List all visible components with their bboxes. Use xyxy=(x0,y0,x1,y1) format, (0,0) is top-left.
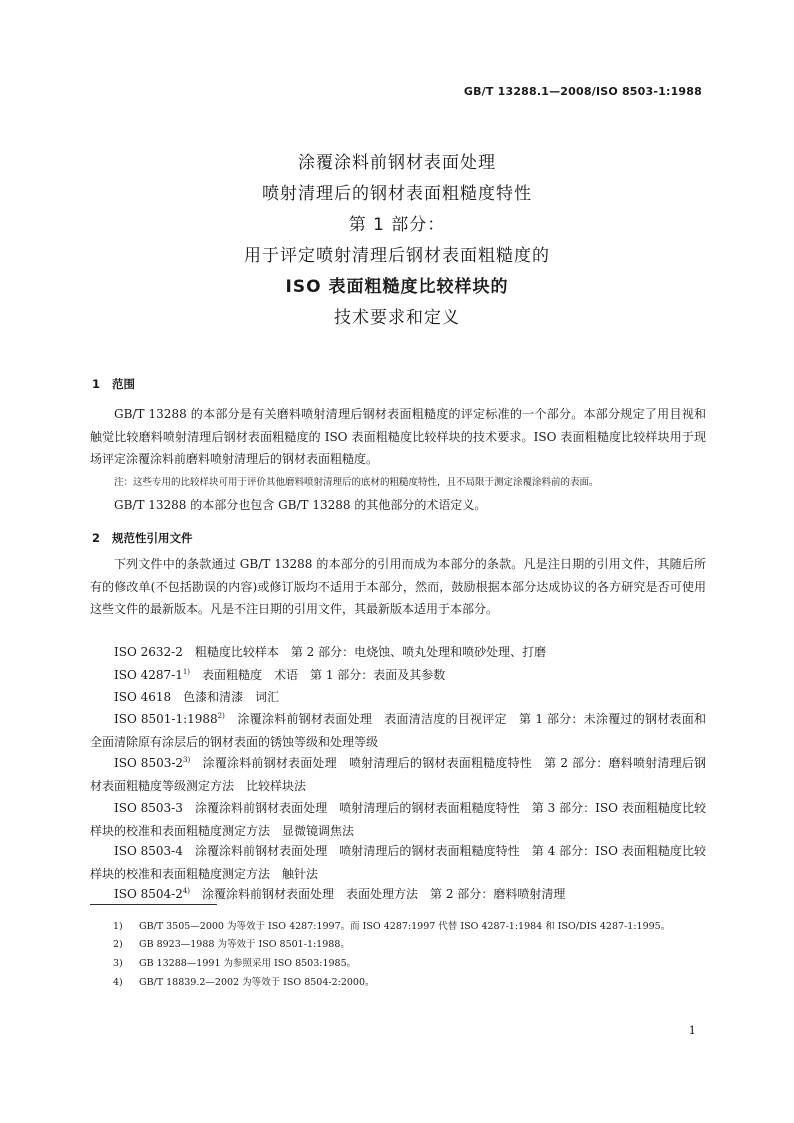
footnote xyxy=(113,956,356,972)
section-title: 规范性引用文件 xyxy=(112,531,193,545)
section-2-intro: 下列文件中的条款通过 GB/T 13288 的本部分的引用而成为本部分的条款。凡是注日期的引用文件，其随后所有的修改单(不包括勘误的内容)或修订版均不适用于本部分，然而，鼓励根据本部分达成协议的各方研究是否可使用这些文件的最新版本。凡是不注日期的引用文件，其最新版本适用于本部分。 xyxy=(90,557,706,616)
reference-text: 涂覆涂料前钢材表面处理 喷射清理后的钢材表面粗糙度特性 第 4 部分：ISO 表面粗糙度比较样块的校准和表面粗糙度测定方法 触针法 xyxy=(90,844,706,881)
section-2-heading xyxy=(92,530,193,546)
reference-code: ISO 2632-2 xyxy=(114,645,183,659)
standard-code: GB/T 13288.1—2008/ISO 8503-1:1988 xyxy=(463,85,702,98)
footnote-divider xyxy=(90,904,217,905)
reference-item xyxy=(90,797,706,842)
title-line: 喷射清理后的钢材表面粗糙度特性 xyxy=(262,184,532,204)
footnote-text: GB/T 18839.2—2002 为等效于 ISO 8504-2:2000。 xyxy=(139,977,375,988)
reference-text: 涂覆涂料前钢材表面处理 表面处理方法 第 2 部分：磨料喷射清理 xyxy=(202,887,566,901)
footnote-text: GB 8923—1988 为等效于 ISO 8501-1:1988。 xyxy=(139,939,350,950)
reference-text: 涂覆涂料前钢材表面处理 喷射清理后的钢材表面粗糙度特性 第 2 部分：磨料喷射清理后钢材表面粗糙度等级测定方法 比较样块法 xyxy=(90,756,706,793)
reference-code: ISO 8501-1:1988 xyxy=(114,712,218,726)
reference-footnote-mark: 3) xyxy=(183,756,191,764)
title-line: 第 1 部分： xyxy=(348,215,446,235)
reference-code: ISO 8503-2 xyxy=(114,756,184,770)
section-number: 2 xyxy=(92,531,101,545)
reference-text: 涂覆涂料前钢材表面处理 表面清洁度的目视评定 第 1 部分：未涂覆过的钢材表面和全面清除原有涂层后的钢材表面的锈蚀等级和处理等级 xyxy=(90,712,706,749)
document-title xyxy=(0,148,794,334)
title-line: 技术要求和定义 xyxy=(334,308,460,328)
reference-footnote-mark: 2) xyxy=(217,712,225,720)
footnote-number: 3) xyxy=(113,958,123,969)
footnote xyxy=(113,919,670,935)
reference-code: ISO 8503-4 xyxy=(114,844,183,858)
reference-item xyxy=(90,641,706,664)
reference-item xyxy=(90,752,706,797)
reference-footnote-mark: 4) xyxy=(182,887,191,895)
reference-code: ISO 4287-1 xyxy=(114,668,183,682)
footnote-text: GB 13288—1991 为参照采用 ISO 8503:1985。 xyxy=(139,958,357,969)
footnote-number: 1) xyxy=(113,921,123,932)
section-1-heading xyxy=(92,376,135,392)
page-number: 1 xyxy=(688,1023,696,1037)
footnote-number: 2) xyxy=(113,939,123,950)
title-line: 涂覆涂料前钢材表面处理 xyxy=(298,153,496,173)
reference-item xyxy=(90,708,706,753)
footnote-number: 4) xyxy=(113,977,123,988)
footnote xyxy=(113,975,375,991)
section-1-paragraph-2: GB/T 13288 的本部分也包含 GB/T 13288 的其他部分的术语定义。 xyxy=(114,498,487,512)
reference-item xyxy=(90,840,706,885)
reference-item xyxy=(90,686,706,709)
reference-text: 粗糙度比较样本 第 2 部分：电烧蚀、喷丸处理和喷砂处理、打磨 xyxy=(194,645,547,659)
section-number: 1 xyxy=(92,377,101,391)
reference-text: 涂覆涂料前钢材表面处理 喷射清理后的钢材表面粗糙度特性 第 3 部分：ISO 表面粗糙度比较样块的校准和表面粗糙度测定方法 显微镜调焦法 xyxy=(90,801,706,838)
footnote xyxy=(113,937,350,953)
reference-text: 色漆和清漆 词汇 xyxy=(183,690,280,704)
reference-footnote-mark: 1) xyxy=(182,668,191,676)
title-line: 用于评定喷射清理后钢材表面粗糙度的 xyxy=(244,246,550,266)
reference-text: 表面粗糙度 术语 第 1 部分：表面及其参数 xyxy=(202,668,446,682)
section-title: 范围 xyxy=(112,377,135,391)
section-1-paragraph: GB/T 13288 的本部分是有关磨料喷射清理后钢材表面粗糙度的评定标准的一个部分。本部分规定了用目视和触觉比较磨料喷射清理后钢材表面粗糙度的 ISO 表面粗糙度比较样块的技术要求。ISO 表面粗糙度比较样块用于现场评定涂覆涂料前磨料喷射清理后的钢材表面粗糙度。 xyxy=(90,407,706,466)
reference-code: ISO 8504-2 xyxy=(114,887,183,901)
reference-item xyxy=(90,664,706,687)
reference-code: ISO 4618 xyxy=(114,690,172,704)
footnote-text: GB/T 3505—2000 为等效于 ISO 4287:1997。而 ISO 4287:1997 代替 ISO 4287-1:1984 和 ISO/DIS 4287-1:1995。 xyxy=(139,921,671,932)
title-line: ISO 表面粗糙度比较样块的 xyxy=(285,277,509,297)
section-1-note: 注：这些专用的比较样块可用于评价其他磨料喷射清理后的底材的粗糙度特性，且不局限于测定涂覆涂料前的表面。 xyxy=(114,477,599,488)
reference-code: ISO 8503-3 xyxy=(114,801,183,815)
reference-item xyxy=(90,883,706,906)
